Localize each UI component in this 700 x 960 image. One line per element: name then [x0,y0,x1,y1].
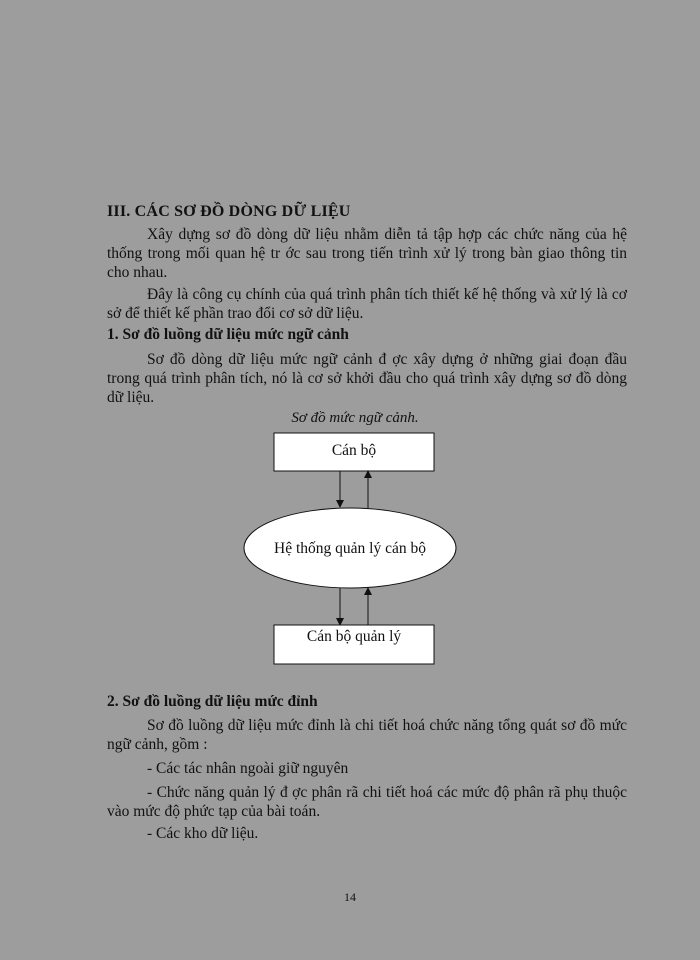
entity-label-bottom: Cán bộ quản lý [306,628,402,645]
subsection-1-paragraph: Sơ đồ dòng dữ liệu mức ngữ cảnh đ ợc xây dựng ở những giai đoạn đầu trong quá trình phân tích, nó là cơ sở khởi đầu cho quá trình xây dựng sơ đồ dòng dữ liệu. [107,351,627,406]
entity-label-top: Cán bộ [331,442,377,459]
page-number: 14 [344,890,356,904]
process-label: Hệ thống quản lý cán bộ [274,540,426,557]
section-paragraph-2: Đây là công cụ chính của quá trình phân tích thiết kế hệ thống và xử lý là cơ sở để thiết kế phần trao đổi cơ sở dữ liệu. [107,286,627,322]
list-item: - Các tác nhân ngoài giữ nguyên [147,760,349,777]
list-item: - Chức năng quản lý đ ợc phân rã chi tiết hoá các mức độ phân rã phụ thuộc vào mức độ phức tạp của bài toán. [107,784,627,820]
section-paragraph-1: Xây dựng sơ đồ dòng dữ liệu nhằm diễn tả tập hợp các chức năng của hệ thống trong mối quan hệ tr ớc sau trong tiến trình xử lý trong bàn giao thông tin cho nhau. [107,226,627,281]
diagram-caption: Sơ đồ mức ngữ cảnh. [291,410,419,426]
list-item: - Các kho dữ liệu. [147,825,259,842]
subsection-2-heading: 2. Sơ đồ luồng dữ liệu mức đỉnh [107,693,318,710]
subsection-2-paragraph: Sơ đồ luồng dữ liệu mức đỉnh là chi tiết hoá chức năng tổng quát sơ đồ mức ngữ cảnh, gồm : [107,717,627,753]
subsection-1-heading: 1. Sơ đồ luồng dữ liệu mức ngữ cảnh [107,326,349,343]
section-heading: III. CÁC SƠ ĐỒ DÒNG DỮ LIỆU [107,203,351,220]
